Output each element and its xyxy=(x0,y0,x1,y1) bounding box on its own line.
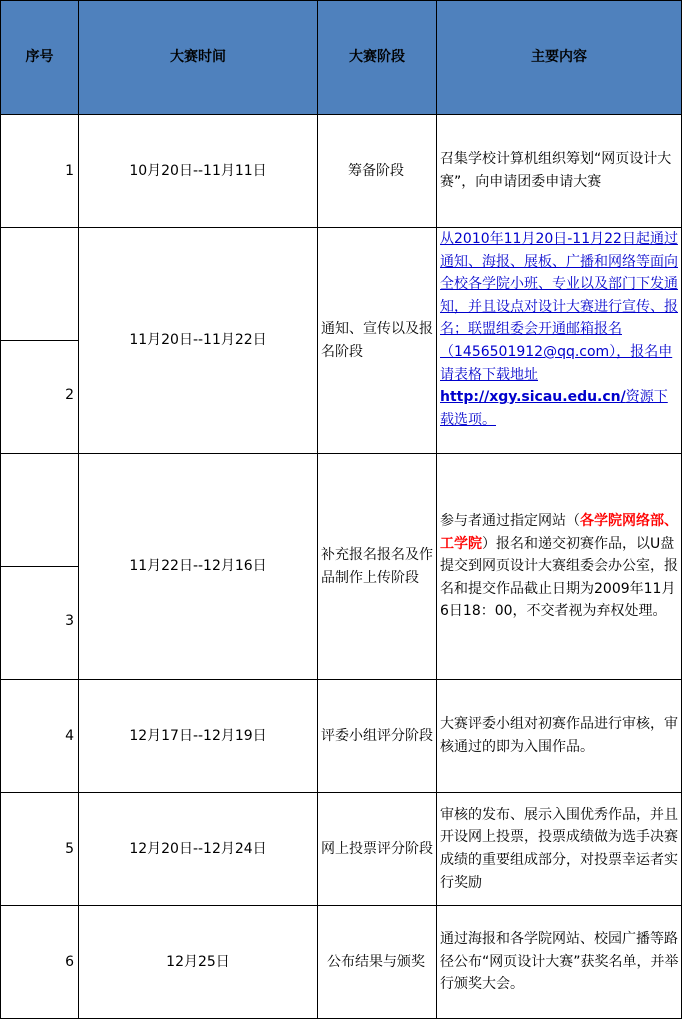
table-row xyxy=(1,680,682,793)
row-content: 审核的发布、展示入围优秀作品，并且开设网上投票，投票成绩做为选手决赛成绩的重要组成部分，对投票幸运者实行奖励 xyxy=(437,793,682,906)
header-row xyxy=(1,1,682,115)
row-stage: 评委小组评分阶段 xyxy=(318,680,437,793)
content-text: 参与者通过指定网站（ xyxy=(440,513,580,530)
row-content xyxy=(437,454,682,680)
row-content: 大赛评委小组对初赛作品进行审核，审核通过的即为入围作品。 xyxy=(437,680,682,793)
table-row xyxy=(1,793,682,906)
row-stage: 网上投票评分阶段 xyxy=(318,793,437,906)
resource-download-link[interactable]: 资源下载选项。 xyxy=(440,389,668,428)
download-url-link[interactable]: http://xgy.sicau.edu.cn/ xyxy=(440,389,626,406)
row-time: 10月20日--11月11日 xyxy=(79,115,318,228)
header-content: 主要内容 xyxy=(437,1,682,115)
row-number: 3 xyxy=(1,454,79,680)
table-row xyxy=(1,228,682,454)
row-divider xyxy=(0,566,78,567)
row-number: 4 xyxy=(1,680,79,793)
row-number: 2 xyxy=(1,228,79,454)
row-number: 6 xyxy=(1,906,79,1019)
row-stage: 筹备阶段 xyxy=(318,115,437,228)
registration-link[interactable]: 从2010年11月20日-11月22日起通过通知、海报、展板、广播和网络等面向全校各学院小班、专业以及部门下发通知，并且设点对设计大赛进行宣传、报名；联盟组委会开通邮箱报名（1456501912@qq.com），报名申请表格下载地址 xyxy=(440,231,678,383)
header-stage: 大赛阶段 xyxy=(318,1,437,115)
table-row xyxy=(1,115,682,228)
row-content xyxy=(437,228,682,454)
row-number: 5 xyxy=(1,793,79,906)
row-time: 12月17日--12月19日 xyxy=(79,680,318,793)
header-no: 序号 xyxy=(1,1,79,115)
header-time: 大赛时间 xyxy=(79,1,318,115)
row-stage: 补充报名报名及作品制作上传阶段 xyxy=(318,454,437,680)
row-number: 1 xyxy=(1,115,79,228)
table-row xyxy=(1,454,682,680)
row-time: 11月20日--11月22日 xyxy=(79,228,318,454)
row-time: 12月20日--12月24日 xyxy=(79,793,318,906)
row-content: 通过海报和各学院网站、校园广播等路径公布“网页设计大赛”获奖名单，并举行颁奖大会。 xyxy=(437,906,682,1019)
row-divider xyxy=(0,340,78,341)
row-time: 11月22日--12月16日 xyxy=(79,454,318,680)
table-row xyxy=(1,906,682,1019)
highlight-text: 各学院网络部、工学院 xyxy=(440,513,678,552)
row-stage: 通知、宣传以及报名阶段 xyxy=(318,228,437,454)
row-content: 召集学校计算机组织筹划“网页设计大赛”，向申请团委申请大赛 xyxy=(437,115,682,228)
row-time: 12月25日 xyxy=(79,906,318,1019)
content-text: ）报名和递交初赛作品，以U盘提交到网页设计大赛组委会办公室，报名和提交作品截止日期为2009年11月6日18：00，不交者视为弃权处理。 xyxy=(440,535,678,620)
row-stage: 公布结果与颁奖 xyxy=(318,906,437,1019)
